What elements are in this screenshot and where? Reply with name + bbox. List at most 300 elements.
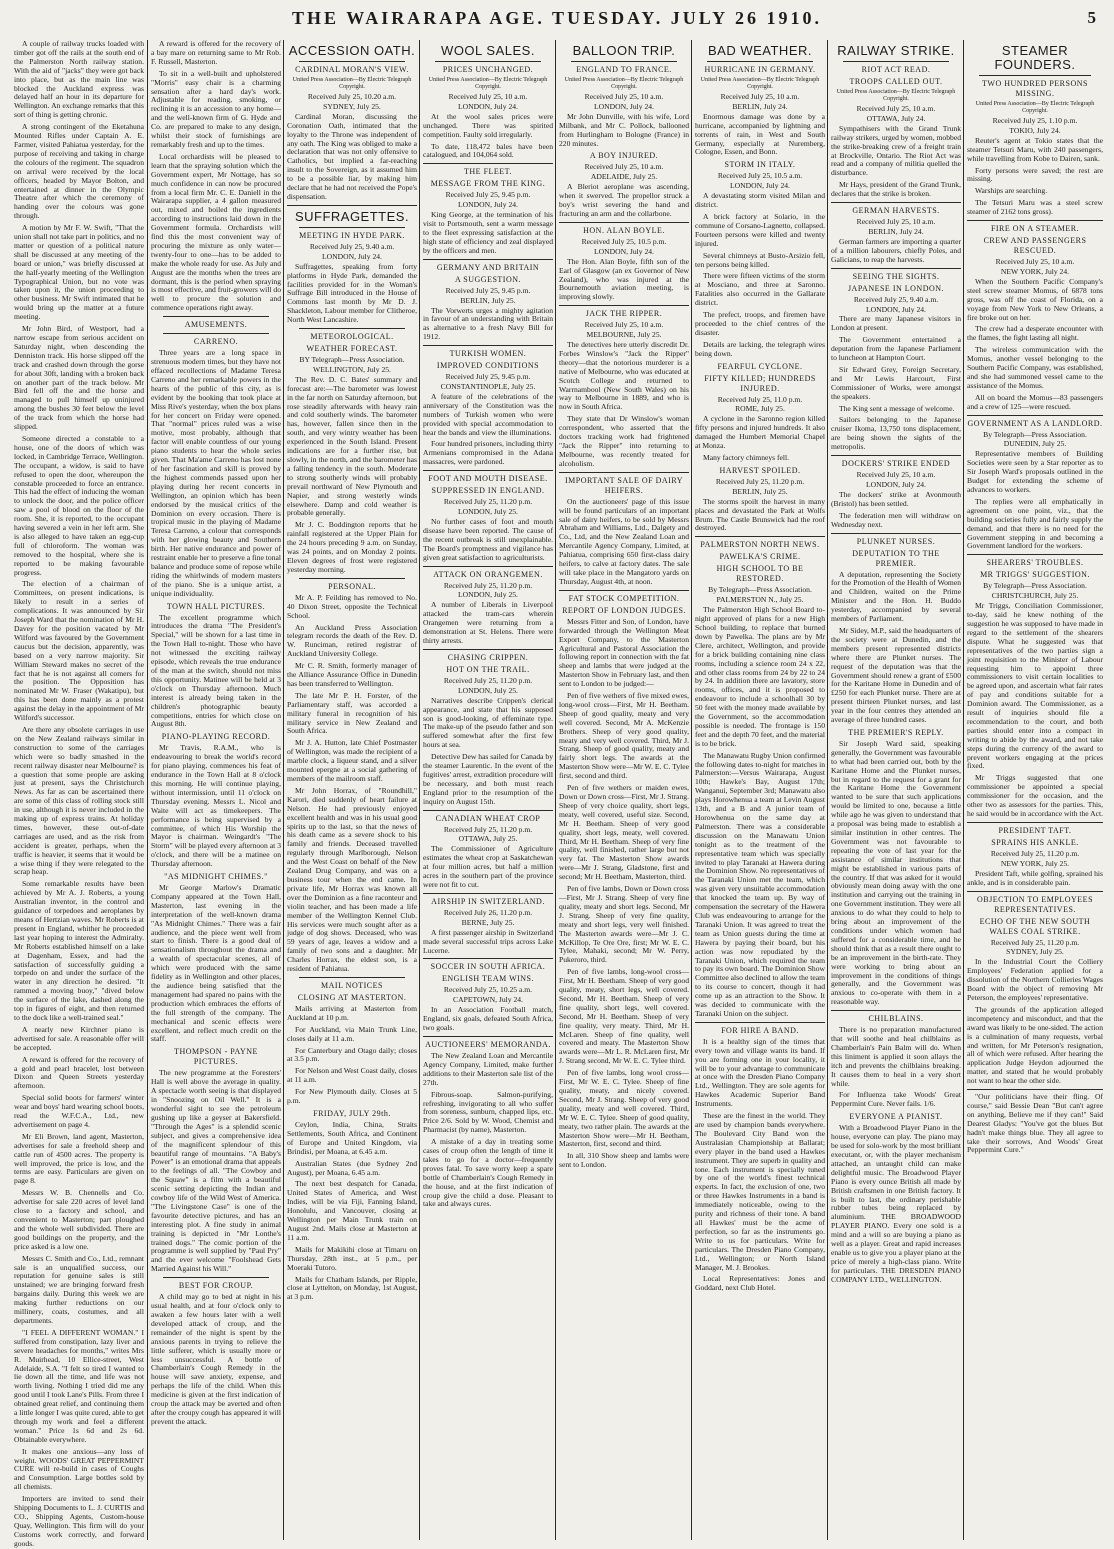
received-line: Received July 25, 10 a.m. bbox=[995, 257, 1075, 267]
article-subheading: A SUGGESTION. bbox=[454, 274, 522, 284]
paragraph: Mails for Makikihi close at Timaru on Thursday, 28th inst., at 5 p.m., per Moeraki Tutoro. bbox=[287, 1244, 417, 1272]
received-line: Received July 25, 10 a.m. bbox=[856, 217, 936, 227]
article-heading: THOMPSON - PAYNE PICTURES. bbox=[174, 1047, 258, 1067]
dateline: MELBOURNE, July 25. bbox=[586, 330, 662, 340]
paragraph: Pen of five lambs, Down or Down cross—First, Mr J. Strang. Sheep of very fine quality, meaty and short legs. Second, Mr J. Strang. Sheep of very fine quality, meaty and short legs, very well finished. The Masterton awards were—Mr J. C. McKillop, Te Ore Ore, first; Mr W. E. C. Tylee, Mahaki, second; Mr W. Perry, Pukeroro, third. bbox=[559, 884, 689, 965]
dateline: OTTAWA, July 24. bbox=[866, 113, 926, 123]
article-subheading: MEETING IN HYDE PARK. bbox=[299, 230, 405, 240]
divider bbox=[831, 533, 961, 534]
article-subheading: ATTACK ON ORANGEMEN. bbox=[433, 569, 543, 579]
divider bbox=[423, 649, 553, 650]
article-subheading: SUPPRESSED IN ENGLAND. bbox=[431, 486, 545, 496]
article-subheading: A BOY INJURED. bbox=[589, 151, 659, 161]
divider bbox=[423, 566, 553, 567]
paragraph: Pen of five wethers of five mixed ewes, long-wool cross—First, Mr H. Beetham. Sheep of good quality, meaty and very well covered. Second, Mr A. McKenzie Brothers. Sheep of very good quality, meaty and very well covered. Third, Mr J. Strang. Sheep of good quality, meaty and fairly short legs. The awards at the Masterton Show were—Mr W. E. C. Tylee first, second and third. bbox=[559, 691, 689, 781]
divider bbox=[287, 205, 417, 206]
paragraph: Mr George Marlow's Dramatic Company appeared at the Town Hall, Masterton, last evening in the interpretation of the well-known drama "As Midnight Chimes." There was a fair audience, and the piece went well from start to finish. There is a good deal of sensationalism throughout the drama and a wealth of spectacular scenes, all of which were produced with the same fidelity as in Wellington and other places, the audience being satisfied that the management had spared no pains with the production which embraces the efforts of the full strength of the company. The mechanical and scenic effects were excellent, and reflect much credit on the staff. bbox=[151, 883, 281, 1044]
divider bbox=[571, 61, 677, 62]
paragraph: Mr Triggs suggested that one commissioner be appointed a special commissioner for the occasion, and the other two as assessors for the parties. This, he said would be in accordance with the Act. bbox=[967, 773, 1104, 818]
column-rule bbox=[963, 40, 964, 1540]
advertisement-heading: FOR HIRE A BAND. bbox=[721, 1025, 799, 1035]
paragraph: In the Industrial Court the Colliery Employees' Federation applied for a dissolution of the Northern Collieries Wages Board with the object of removing Mr Peterson, the employees' representative. bbox=[967, 957, 1103, 1002]
paragraph: The Commissioner of Agriculture estimates the wheat crop at Saskatchewan at four million acres, but half a million acres in the southern part of the province were not fit to cut. bbox=[423, 844, 553, 889]
paragraph: A couple of railway trucks loaded with timber got off the rails at the south end of the Palmerston North railway station. With the aid of "jacks" they were got back into place, but as the main line was blocked the Auckland express was delayed half an hour in its departure for Wellington. An exchange remarks that this sort of thing is getting chronic. bbox=[14, 39, 144, 120]
article-subheading: SHEARERS' TROUBLES. bbox=[986, 558, 1084, 568]
paragraph: King George, at the termination of his visit to Portsmouth, sent a warm message to the fleet expressing satisfaction at the high state of efficiency and zeal displayed by the officers and men. bbox=[423, 210, 553, 255]
article-subheading: THE FLEET. bbox=[464, 167, 512, 177]
column-rule bbox=[419, 40, 420, 1540]
column-rule bbox=[283, 40, 284, 1540]
paragraph: Mr A. P. Feilding has removed to No. 40 Dixon Street, opposite the Technical School. bbox=[287, 592, 417, 620]
article-subheading: FIRE ON A STEAMER. bbox=[990, 224, 1080, 234]
byline: United Press Association—By Electric Telegraph Copyright. bbox=[428, 77, 548, 90]
paragraph: Many factory chimneys fell. bbox=[703, 453, 790, 462]
paragraph: German farmers are importing a quarter of a million labourers, chiefly Poles, and Galicians, to reap the harvests. bbox=[831, 236, 961, 264]
received-line: Received July 25, 11.20 p.m. bbox=[715, 476, 805, 486]
dateline: TOKIO, July 24. bbox=[1009, 125, 1061, 135]
divider bbox=[423, 163, 553, 164]
article-subheading: FRIDAY, JULY 29th. bbox=[313, 1109, 391, 1118]
paragraph: On the auctioneers' page of this issue will be found particulars of an important sale of dairy heifers, to be sold by Messrs Abraham and Williams, Ltd., Dalgety and Co., Ltd, and the New Zealand Loan and Mercantile Agency Company, Limited, at Pahiatua, comprising 650 first-class dairy heifers, to calve at factory dates. The sale will take place in the Mangatoro yards on Thursday, August 4th, at noon. bbox=[559, 496, 689, 586]
divider bbox=[707, 61, 813, 62]
divider bbox=[423, 810, 553, 811]
article-subheading: GOVERNMENT AS A LANDLORD. bbox=[967, 418, 1103, 428]
article-subheading: METEOROLOGICAL. bbox=[310, 332, 394, 342]
divider bbox=[423, 958, 553, 959]
paragraph: To date, 118,472 bales have been catalogued, and 104,064 sold. bbox=[423, 141, 553, 160]
paragraph: In an Association Football match, England, six goals, defeated South Africa, two goals. bbox=[423, 1005, 553, 1033]
article-subheading: SPRAINS HIS ANKLE. bbox=[991, 837, 1079, 847]
paragraph: The prefect, troops, and firemen have proceeded to the chief centres of the disaster. bbox=[695, 310, 825, 337]
article-subheading: JAPANESE IN LONDON. bbox=[847, 283, 945, 293]
divider bbox=[299, 61, 405, 62]
paragraph: Several chimneys at Busto-Arsizio fell, ten persons being killed. bbox=[695, 250, 825, 269]
received-line: Received July 26, 11.20 p.m. bbox=[443, 907, 533, 917]
article-subheading: AIRSHIP IN SWITZERLAND. bbox=[431, 896, 545, 906]
received-line: Received July 25, 9.45 p.m. bbox=[445, 372, 531, 382]
dateline: ADELAIDE, July 25. bbox=[590, 172, 658, 182]
article-subheading: ECHO OF THE NEW SOUTH WALES COAL STRIKE. bbox=[979, 916, 1091, 936]
dateline: LONDON, July 25. bbox=[458, 685, 518, 695]
article-subheading: WEATHER FORECAST. bbox=[306, 344, 398, 354]
divider bbox=[843, 61, 949, 62]
newspaper-columns bbox=[12, 39, 1106, 1548]
paragraph: "Our politicians have their fling. Of course," said Bessie Dean "But can't agree on anything, Believe me if they can!" Said Dearest Gladys: "You've got the blues But hadn't make things blue. They all agree to take their sorrows, And Woods' Great Peppermint Cure." bbox=[967, 1092, 1103, 1155]
received-line: Received July 25, 10 a.m. bbox=[584, 92, 664, 101]
dateline: SYDNEY, July 25. bbox=[1006, 947, 1064, 957]
paragraph: When the Southern Pacific Company's steel screw steamer Momus, of 6878 tons gross, was off the coast of Florida, on a voyage from New York to New Orleans, a fire broke out on her. bbox=[967, 276, 1103, 322]
article-subheading: HOT ON THE TRAIL. bbox=[446, 664, 530, 674]
divider bbox=[299, 328, 405, 329]
dateline: LONDON, July 24. bbox=[730, 181, 790, 191]
divider bbox=[831, 202, 961, 203]
paragraph: Pen of five wethers or maiden ewes, Down or Down cross—First, Mr J. Strang. Sheep of very choice quality, short legs, meaty, well covered, useful size. Second, Mr H. Beetham. Sheep of very good quality, short legs, meaty, well covered. Third, Mr H. Beetham. Sheep of very fine quality, well finished, rather large but not very fat. The Masterton Show awards were—Mr J. Strang, Gladstone, first and second; Mr H. Beetham, Masterton, third. bbox=[559, 783, 689, 882]
paragraph: The Rev. D. C. Bates' summary and forecast are:—The barometer was lowest in the far north on Saturday afternoon, but rose steadily afterwards with heavy rain and cold southerly winds. The barometer has, however, fallen since then in the south, and very wintry weather has been experienced in the South Island. Present indications are for a further rise, but slowly, in the north, and the barometer has a falling tendency in the south. Moderate to strong southerly winds will probably prevail northward of New Plymouth and Napier, and strong westerly winds elsewhere. Damp and cold weather is probable generally. bbox=[287, 374, 417, 518]
article-subheading: PRICES UNCHANGED. bbox=[442, 65, 534, 74]
dateline: LONDON, July 24. bbox=[458, 101, 518, 111]
paragraph: The new programme at the Foresters' Hall is well above the average in quality. A spectacle worth seeing is that displayed in "Snoozing on Oil Well." It is a wonderful sight to see the petroleum gushing up like a geyser at Bakersfield. "Through the Ages" is a splendid scenic subject, and gives a comprehensive idea of the magnificent splendour of this beautiful range of mountains. "A Baby's Power" is an emotional drama that appeals to the feelings of all. "The Cowboy and the Squaw" is a film with a beautiful scenic setting depicting the Indian and cowboy life of the Wild West of America. "The Livingstone Case" is one of the favourite detective pictures, and has an interesting plot. A fine study in animal training is depicted in "Mr Lonthe's trained dogs." The comic portion of the programme is well supplied by "Paul Pry" and the ever welcome "Foolshead Gets Married Against his Will." bbox=[151, 1068, 281, 1274]
divider bbox=[423, 470, 553, 471]
divider bbox=[831, 268, 961, 269]
paragraph: Local orchardists will be pleased to learn that the spraying solution which the Government expert, Mr Nottage, has so much confidence in can now be procured from a local firm Mr. C. E. Daniell in the Wairarapa supplier, a 4 gallon measured out, mixed and boiled the ingredients according to instructions laid down in the Government formula. Orchardists will find this the most convenient way of procuring the mixture as only water—twenty-four to one—has to be added to make the whole ready for use. As July and August are the months when the trees are dormant, this is the period when spraying is most effective, and fruit-growers will do well to procure the solution and commence operations right away. bbox=[151, 151, 281, 313]
paragraph: The next best despatch for Canada, United States of America, and West Indies, will be via Fiji, Fanning Island, Honolulu, and Vancouver, closing at Wellington per Main Trunk train on August 2nd. Mails close at Masterton at 11 a.m. bbox=[287, 1179, 417, 1242]
article-subheading: HON. ALAN BOYLE. bbox=[583, 225, 665, 235]
received-line: Received July 25, 9.40 a.m. bbox=[853, 294, 939, 304]
received-line: BY Telegraph—Press Association. bbox=[299, 355, 405, 365]
paragraph: For Canterbury and Otago daily; closes at 3.5 p.m. bbox=[287, 1045, 417, 1064]
paragraph: Mr Sidey, M.P., said the headquarters of the society were at Dunedin, and the members present represented districts where there are Plunket nurses. The request of the deputation was that the Government should renew a grant of £500 for the Karitane Home in Dunedin and of £250 for each Plunket nurse. There are at present thirteen Plunket nurses, and last year in the four centres they attended an average of three hundred cases. bbox=[831, 625, 961, 725]
divider bbox=[559, 590, 689, 591]
received-line: Received July 25, 10.5 p.m. bbox=[581, 236, 667, 246]
article-heading: PIANO-PLAYING RECORD. bbox=[161, 732, 271, 742]
dateline: DUNEDIN, July 25. bbox=[1003, 439, 1067, 449]
dateline: LONDON, July 24. bbox=[594, 246, 654, 256]
paragraph: An Auckland Press Association telegram records the death of the Rev. D. W. Runciman, retired registrar of Auckland University College. bbox=[287, 622, 417, 659]
dateline: BERNE, July 25. bbox=[461, 917, 515, 927]
received-line: By Telegraph—Press Association. bbox=[983, 429, 1087, 439]
dateline: CONSTANTINOPLE, July 25. bbox=[440, 382, 536, 392]
paragraph: Representative members of Building Societies were seen by a Star reporter as to Sir Joseph Ward's proposals outlined in the Budget for extending the scheme of advances to workers. bbox=[967, 449, 1103, 494]
divider bbox=[423, 893, 553, 894]
received-line: Received July 25, 10 a.m. bbox=[448, 92, 528, 101]
column-1 bbox=[14, 39, 144, 1548]
article-subheading: IMPORTANT SALE OF DAIRY HEIFERS. bbox=[564, 475, 684, 495]
paragraph: Mr John Dunville, with his wife, Lord Milbank, and Mr C. Pollock, ballooned from Hurlingham to Bologne (France) in 220 minutes. bbox=[559, 111, 689, 148]
article-subheading: JACK THE RIPPER. bbox=[585, 309, 663, 319]
divider bbox=[559, 472, 689, 473]
article-headline: BAD WEATHER. bbox=[708, 43, 812, 58]
paragraph: Mr Eli Brown, land agent, Masterton, advertises for sale a freehold sheep and cattle run of 4500 acres. The property is well improved, the price is low, and the terms are easy. Particulars are given on page 8. bbox=[14, 1131, 144, 1186]
received-line: Received July 25, 10 a.m. bbox=[856, 470, 936, 480]
byline: United Press Association—By Electric Telegraph Copyright. bbox=[700, 77, 820, 90]
received-line: Received July 25, 9.45 p.m. bbox=[445, 285, 531, 295]
article-subheading: SOCCER IN SOUTH AFRICA. bbox=[430, 962, 546, 972]
dateline: BERLIN, July 24. bbox=[868, 226, 924, 236]
paragraph: The Government entertained a deputation from the Japanese Parliament to luncheon at Hampton Court. bbox=[831, 335, 961, 363]
article-subheading: PAWELKA'S CRIME. bbox=[719, 552, 801, 562]
received-line: Received July 25, 11.0 p.m. bbox=[717, 394, 803, 404]
paragraph: The replies were all emphatically in agreement on one point, viz., that the building societies fully and fairly supply the demand, and that there is no need for the Government stepping in and becoming a Government landlord for the workers. bbox=[967, 496, 1103, 551]
newspaper-title: THE WAIRARAPA AGE. TUESDAY. JULY 26 1910. bbox=[292, 8, 822, 28]
divider bbox=[163, 1277, 269, 1278]
paragraph: Mr C. R. Smith, formerly manager of the Alliance Assurance Office in Dunedin has been transferred to Wellington. bbox=[287, 661, 417, 688]
paragraph: Reuter's agent at Tokio states that the steamer Tetsuri Maru, with 240 passengers, while travelling from Kobe to Dairen, sank. bbox=[967, 135, 1103, 163]
paragraph: The Vorwerts urges a mighty agitation in favour of an understanding with Britain as alternative to a fresh Navy Bill for 1912. bbox=[423, 305, 553, 342]
received-line: Received July 25, 11.20 p.m. bbox=[443, 675, 533, 685]
divider bbox=[967, 891, 1103, 892]
dateline: LONDON, July 24. bbox=[594, 101, 654, 111]
article-subheading: ENGLAND TO FRANCE. bbox=[576, 65, 672, 74]
received-line: Received July 25, 10 a.m. bbox=[584, 162, 664, 172]
dateline: BERLIN, July 25. bbox=[460, 295, 516, 305]
paragraph: The King sent a message of welcome. bbox=[839, 403, 955, 413]
paragraph: For Influenza take Woods' Great Peppermint Cure. Never fails. 1/6. bbox=[831, 1090, 961, 1109]
paragraph: The Hon. Alan Boyle, fifth son of the Earl of Glasgow (an ex Governor of New Zealand), who was injured at the Bournemouth aviation meeting, is improving slowly. bbox=[559, 256, 689, 302]
paragraph: A reward is offered for the recovery of a gold and pearl bracelet, lost between Dixon and Queen Streets yesterday afternoon. bbox=[14, 1054, 144, 1091]
paragraph: A reward is offered for the recovery of a bay mare on returning same to Mr Rob. F. Russell, Masterton. bbox=[151, 39, 281, 66]
column-rule bbox=[147, 40, 148, 1540]
article-subheading: HIGH SCHOOL TO BE RESTORED. bbox=[716, 564, 804, 584]
byline: United Press Association—By Electric Telegraph Copyright. bbox=[292, 77, 412, 90]
dateline: BERLIN, July 24. bbox=[732, 101, 788, 111]
paragraph: Fibrous-soap. Salmon-purifying, refreshing, invigorating to all who suffer from soreness, sunburn, chapped lips, etc. Price 2/6. Sold by W. Wood, Chemist and Pharmacist (by name), Masterton. bbox=[423, 1089, 553, 1135]
article-subheading: PLUNKET NURSES. bbox=[856, 536, 936, 546]
received-line: Received July 25, 11.20 p.m. bbox=[443, 580, 533, 590]
article-subheading: GERMANY AND BRITAIN bbox=[436, 262, 540, 272]
dateline: LONDON, July 24. bbox=[866, 480, 926, 489]
article-subheading: CHASING CRIPPEN. bbox=[447, 652, 529, 662]
paragraph: All on board the Momus—83 passengers and a crew of 125—were rescued. bbox=[967, 392, 1103, 411]
paragraph: The federation men will withdraw on Wednesday next. bbox=[831, 510, 961, 529]
received-line: By Telegraph—Press Association. bbox=[708, 585, 812, 595]
column-8 bbox=[967, 40, 1103, 1540]
paragraph: It makes one anxious—any loss of weight. WOODS' GREAT PEPPERMINT CURE will re-build in cases of Coughs and Consumption. Large bottles sold by all chemists. bbox=[14, 1446, 144, 1492]
divider bbox=[695, 536, 825, 537]
article-subheading: PALMERSTON NORTH NEWS. bbox=[700, 540, 820, 550]
article-subheading: HARVEST SPOILED. bbox=[719, 465, 801, 475]
article-headline: RAILWAY STRIKE. bbox=[837, 43, 955, 58]
paragraph: With a Broadwood Player Piano in the house, everyone can play. The piano may be used for solo-work by the most brilliant executant, or, with the player mechanism attached, an untaught child can make delightful music. The Broadwood Player Piano is every ounce British all made by British craftsmen in one British factory. It is built to last, the ordinary perishable rubber tubes being replaced by aluminium. THE BROADWOOD PLAYER PIANO. Every one sold is a mind and a will so are buying a piano as well as a player. Great and rapid increases enable us to give you a player piano at the price of merely a high-class piano. Write for particulars. THE DRESDEN PIANO COMPANY LTD., WELLINGTON. bbox=[831, 1123, 961, 1284]
divider bbox=[423, 345, 553, 346]
divider bbox=[967, 1089, 1103, 1090]
divider bbox=[299, 977, 405, 978]
article-subheading: THE PREMIER'S REPLY. bbox=[848, 727, 944, 737]
divider bbox=[559, 305, 689, 306]
dateline: LONDON, July 24. bbox=[866, 304, 926, 314]
article-subheading: CANADIAN WHEAT CROP bbox=[435, 813, 541, 823]
paragraph: A motion by Mr F. W. Swift, "That the union shall not take part in politics, and no matter or question of a political nature shall be discussed at any meeting of the board or union," was briefly discussed at the half-yearly meeting of the Wellington Typographical Union, but no vote was taken upon it, the union proceeding to other business. Mr Swift intimated that he would bring up the matter at a future meeting. bbox=[14, 223, 144, 322]
article-headline: WOOL SALES. bbox=[441, 43, 535, 58]
dateline: NEW YORK, July 24. bbox=[1000, 266, 1070, 276]
paragraph: Four hundred prisoners, including thirty Armenians compromised in the Adana massacres, were pardoned. bbox=[423, 439, 553, 467]
paragraph: President Taft, while golfing, sprained his ankle, and is in considerable pain. bbox=[967, 868, 1103, 887]
paragraph: A first passenger airship in Switzerland made several successful trips across Lake Lucerne. bbox=[423, 927, 553, 955]
dateline: CAPETOWN, July 24. bbox=[453, 995, 523, 1005]
paragraph: Someone directed a constable to a house, one of the doors of which was locked, in Cambridge Terrace, Wellington. The occupant, a widow, is said to have refused to open the door, whereupon the constable proceeded to force an entrance. This had the effect of inducing the woman to unlock the door, and the police officer saw a pool of blood on the floor of the room. She, it is reported, to the occupant having severed a vein in her left arm. She is also alleged to have taken an egg-cup full of chloroform. The woman was removed to the hospital, where she is reported to be making favourable progress. bbox=[14, 433, 144, 577]
paragraph: A number of Liberals in Liverpool attacked the tram-cars wherein Orangemen were returning from a demonstration at St. Helens. There were thirty arrests. bbox=[423, 600, 553, 645]
article-subheading: TROOPS CALLED OUT. bbox=[849, 77, 943, 86]
article-subheading: GERMAN HARVESTS. bbox=[852, 206, 940, 216]
divider bbox=[967, 822, 1103, 823]
paragraph: The excellent programme which introduces the drama "The President's Special," will be shown for a last time in the Town Hall to-night. Those who have not witnessed the exciting railway episode, which reveals the true endurance of the man at the switch, should not miss this opportunity. Matinee will be held at 3 o'clock on Thursday afternoon. Much interest is already being taken in the children's photographic beauty competitions, entries for which close on August 8th. bbox=[151, 612, 281, 729]
paragraph: A Bleriot aeroplane was ascending, when it swerved. The propellor struck a boy's wrist severing the hand and fracturing an arm and the collarbone. bbox=[559, 182, 689, 218]
paragraph: A strong contingent of the Eketahuna Mounted Rifles under Captain A. E. Farmer, visited Pahiatua yesterday, for the purpose of receiving and taking in charge the colours of the regiment. The squadron on arrival were received by the local officers, headed by Mayor Bolton, and entertained at dinner in the Olympic Theatre after which the ceremony of handing over the colours was gone through. bbox=[14, 122, 144, 221]
paragraph: Pen of five lambs, long-wool cross—First, Mr H. Beetham. Sheep of very good quality, meaty, short legs, well covered. Second, Mr H. Beetham. Sheep of very fine quality, short legs, well covered. Second, Mr H. Beetham. Sheep of very fine quality, very meaty. Third, Mr H. McLaren. Sheep of fine quality, well covered and meaty. The Masterton Show awards were—Mr L. R. McLaren first, Mr J. Strang second, Mr W. E. C. Tylee third. bbox=[559, 967, 689, 1066]
paragraph: There were fifteen victims of the storm at Mosciano, and three at Saronno. Fatalities also occurred in the Gallarate district. bbox=[695, 271, 825, 308]
paragraph: A deputation, representing the Society for the Promotion of the Health of Women and Children, waited on the Prime Minister and the Hon. H. Buddo yesterday, accompanied by several members of Parliament. bbox=[831, 569, 961, 624]
article-heading: TOWN HALL PICTURES. bbox=[166, 601, 266, 611]
paragraph: The election of a chairman of Committees, on present indications, is likely to result in a series of complications. It was announced by Sir Joseph Ward that the nomination of Mr H. Davey for the position vacated by Mr Wilford was favoured by the Government caucus but the decision, apparently, was based on a very narrow majority. Sir William Steward makes no secret of the fact that he is not against all comers for the position. The Opposition has nominated Mr W. Fraser (Wakatipu), but this has been done mainly as a protest against the delay in the appointment of Mr Wilford's successor. bbox=[14, 579, 144, 723]
paragraph: Messrs C. Smith and Co., Ltd., remnant sale is an unqualified success, our reputation for genuine sales is still unstained; we are bringing forward fresh bargains daily. During this week we are making further reductions on our millinery, coats, costumes, and all departments. bbox=[14, 1253, 144, 1325]
paragraph: The dockers' strike at Avonmouth (Bristol) has been settled. bbox=[831, 489, 961, 508]
article-subheading: CARDINAL MORAN'S VIEW. bbox=[295, 65, 409, 74]
dateline: ROME, July 25. bbox=[735, 404, 785, 414]
article-subheading: SEEING THE SIGHTS. bbox=[852, 271, 940, 281]
byline: United Press Association—By Electric Telegraph Copyright. bbox=[836, 89, 956, 102]
column-6 bbox=[695, 40, 825, 1540]
divider bbox=[163, 333, 269, 334]
received-line: Received July 25, 10 a.m. bbox=[584, 320, 664, 330]
paragraph: Mr J. A. Hutton, late Chief Postmaster of Wellington, was made the recipient of a marble clock, a liqueur stand, and a silver mounted epergne at a social gathering of members of the mailroom staff. bbox=[287, 738, 417, 783]
paragraph: "I FEEL A DIFFERENT WOMAN." I suffered from constipation, lazy liver and severe headaches for months," writes Mrs R. Muirhead, 10 Ellice-street, West Adelaide, S.A. "I felt so tired I wanted to lie down all the time, and life was not worth living. Nothing I tried did me any good until I took Lane's Pills. From three I obtained great relief, and continuing them a little longer I was quite cured, able to get through my work and feel a different woman." Price 1s 6d and 2s 6d. Obtainable everywhere. bbox=[14, 1327, 144, 1444]
paragraph: Are there any obsolete carriages in use on the New Zealand railways similar in construction to some of the carriages which were so badly smashed in the recent railway disaster near Melbourne? is a question that some people are asking just at present, says the Christchurch News. As far as can be ascertained there are some of this class of rolling stock still in use, although it is never included in the making up of express trains. At holiday times, however, these out-of-date carriages are used, and as the risk from accident is greater, perhaps, when the traffic is heavier, it seems that it would be a wise thing if they were relegated to the scrap heap. bbox=[14, 724, 144, 877]
paragraph: Narratives describe Crippen's clerical appearance, and state that his supposed son is good-looking, of effeminate type. The make-up of the pseudo father and son suffered somewhat after the first few hours at sea. bbox=[423, 695, 553, 750]
article-subheading: IMPROVED CONDITIONS bbox=[436, 361, 540, 371]
article-subheading: TWO HUNDRED PERSONS MISSING. bbox=[982, 79, 1088, 98]
paragraph: The grounds of the application alleged incompetency and misconduct, and that the award was likely to be one-sided. The action is a culmination of many requests, verbal and written, for Mr Peterson's resignation, all of which were refused. After hearing the application Judge Heydon adjourned the matter, and stated that he would probably not want to hear the other side. bbox=[967, 1004, 1103, 1086]
paragraph: Sir Edward Grey, Foreign Secretary, and Mr Lewis Harcourt, First Commissioner of Works, were amongst the speakers. bbox=[831, 364, 961, 401]
received-line: Received July 25, 11.20 p.m. bbox=[990, 848, 1080, 858]
article-subheading: REPORT OF LONDON JUDGES. bbox=[562, 605, 686, 615]
paragraph: The Manawatu Rugby Union confirmed the following dates to-night for matches in Palmerston:—Versus Wairarapa, August 10th; Hawke's Bay, August 17th; Wanganui, September 3rd; Manawatu also plays Horowhenua a team at Levin August 13th, and a B and A junior team of Horowhenua on the same day at Palmerston. There was a considerable discussion on the Manawatu Union tonight as to the treatment of the representative team which was specially invited to play Taranaki at Hawera during the Dominion Show. No representatives of the Taranaki Union met the team, which was given very unsuitable accommodation that knocked the team up. By way of compensation the secretary of the Hawera Club was endeavouring to arrange for the Taranaki Union. It was agreed to treat the team as Union guests during the time at Hawera by paying their board, but his action was now repudiated by the Taranaki Union, which required the team to pay its own board. The Dominion Show Committee also declined to allow the team to its course to concert, though it had come up as an attraction to the Show. It was decided to communicate with the Taranaki Union on the subject. bbox=[695, 750, 825, 1018]
article-headline: STEAMER FOUNDERS. bbox=[994, 43, 1076, 72]
paragraph: There are many Japanese visitors in London at present. bbox=[831, 314, 961, 333]
article-headline: BALLOON TRIP. bbox=[572, 43, 676, 58]
byline: United Press Association—By Electric Telegraph Copyright. bbox=[975, 101, 1095, 114]
paragraph: Mr John Horrax, of "Roundhill," Karori, died suddenly of heart failure at Nelson. He had previously enjoyed excellent health and was in his usual good spirits up to the last, so that the news of his death came as a severe shock to his family and friends. Deceased travelled regularly through Marlborough, Nelson and the West Coast on behalf of the New Zealand Drug Company, and was on a business tour when the end came. In private life, Mr Horrax was known all over the Dominion as a fine raconteur and violin teacher, and has been made a life member of the Wellington Kennel Club. His services were much sought after as a judge of dog shows. Deceased, who was 59 years of age, leaves a widow and a family of two sons and a daughter. Mr Charles Horrax, the eldest son, is a resident of Pahiatua. bbox=[287, 785, 417, 974]
masthead bbox=[0, 0, 1114, 36]
paragraph: A cyclone in the Saronno region killed fifty persons and injured hundreds. It also damaged the Humbert Memorial Chapel at Monza. bbox=[695, 414, 825, 451]
received-line: Received July 25, 10 a.m. bbox=[856, 104, 936, 113]
divider bbox=[423, 259, 553, 260]
paragraph: The Tetsuri Maru was a steel screw steamer of 2162 tons gross). bbox=[967, 198, 1103, 217]
paragraph: To sit in a well-built and upholstered "Morris" easy chair is a charming sensation after a hard day's work. Adjustable for reading, smoking, or reclining it is an accession to any home—and the well-known firm of G. Hyde and Co. are prepared to make to any design, whilst their stock of furnishings are remarkably fresh and up to the times. bbox=[151, 68, 281, 149]
paragraph: The Palmerston High School Board to-night approved of plans for a new High School building, to replace that burned down by Pawelka. The plans are by Mr Clere, architect, Wellington, and provide for a brick building containing nine class rooms, including a science room 24 x 22, and other class rooms from 24 by 22 to 24 by 24. In addition there are lavatory, store rooms, offices, and it is proposed to endeavour to include a schoolhall 30 by 50 feet with the money made available by the Government, so the accommodation possible is needed. The frontage is 150 feet and the depth 70 feet, and the material is to be brick. bbox=[695, 605, 825, 748]
paragraph: The late Mr P. H. Forster, of the Parliamentary staff, was accorded a military funeral in recognition of his military service in New Zealand and South Africa. bbox=[287, 690, 417, 736]
paragraph: Warships are searching. bbox=[975, 186, 1048, 196]
paragraph: It is a healthy sign of the times that every town and village wants its band. If you are forming one in your locality, it will be to your advantage to communicate at once with the Dresden Piano Company Ltd., Wellington. They are sole agents for Hawkes Academic Superior Band Instruments. bbox=[695, 1036, 825, 1109]
paragraph: The crew had a desperate encounter with the flames, the fight lasting all night. bbox=[967, 324, 1103, 343]
article-subheading: MAIL NOTICES bbox=[321, 980, 383, 990]
article-subheading: PRESIDENT TAFT. bbox=[998, 825, 1072, 835]
paragraph: A child may go to bed at night in his usual health, and at four o'clock only to awaken a few hours later with a well developed attack of croup, and the remainder of the night is spent by the anxious parents in trying to relieve the little sufferer, which is usually more or less unsuccessful. A bottle of Chamberlain's Cough Remedy in the house will save anxiety, expense, and perhaps the life of the child. When this medicine is given at the first indication of croup the attack may be averted and often after the croupy cough has appeared it will prevent the attack. bbox=[151, 1292, 281, 1426]
divider bbox=[695, 1022, 825, 1023]
article-subheading: AUCTIONEERS' MEMORANDA. bbox=[425, 1039, 551, 1049]
article-subheading: HURRICANE IN GERMANY. bbox=[704, 65, 816, 74]
article-heading: CARRENO. bbox=[193, 337, 239, 347]
dateline: SYDNEY, July 25. bbox=[323, 101, 381, 111]
article-subheading: CLOSING AT MASTERTON. bbox=[297, 992, 407, 1002]
article-subheading: RIOT ACT READ. bbox=[861, 65, 931, 74]
byline: United Press Association—By Electric Telegraph Copyright. bbox=[564, 77, 684, 90]
paragraph: Suffragettes, speaking from forty platforms in Hyde Park, demanded the facilities provided for in the Woman's Suffrage Bill introduced in the House of Commons last month by Mr D. J. Shackleton, Labour member for Clitheroe, North West Lancashire. bbox=[287, 261, 417, 325]
divider bbox=[299, 578, 405, 579]
paragraph: They state that Dr Winslow's woman correspondent, who asserted that the doctors tracking work had frightened "Jack the Ripper" into returning to Melbourne, was recently treated for alcoholism. bbox=[559, 414, 689, 468]
dateline: OTTAWA, July 25. bbox=[458, 834, 518, 844]
paragraph: Mr Triggs, Conciliation Commissioner, to-day, said he knew nothing of the suggestion he was supposed to have made in regard to the settlement of the shearers dispute. What he suggested was that representatives of the two parties sign a joint requisition to the Minister of Labour requesting him to appoint three commissioners to visit certain localities to be agreed upon, and ascertain what fair rates of pay and conditions suitable for a Dominion award. The Commissioner, as a result of inquiries should file a recommendation to the court, and both parties should enter into a compact in writing to abide by the award, and not take steps during the currency of the award to prevent workers engaging at the prices fixed. bbox=[967, 601, 1103, 771]
article-subheading: PERSONAL. bbox=[328, 581, 376, 591]
paragraph: A nearly new Kirchner piano is advertised for sale. A reasonable offer will be accepted. bbox=[14, 1024, 144, 1052]
paragraph: Enormous damage was done by a hurricane, accompanied by lightning and torrents of rain, in West and South Germany, especially at Nuremberg, Cologne, Essen, and Bonn. bbox=[695, 111, 825, 157]
paragraph: The detectives here utterly discredit Dr. Forbes Winslow's "Jack the Ripper" theory—that the notorious murderer is a native of Melbourne, who was educated at Scotch College and returned to Warrnambool (New South Wales) on his way to Melbourne in 1889, and who is now in South Africa. bbox=[559, 340, 689, 412]
received-line: Received July 25, 10.20 a.m. bbox=[307, 92, 397, 101]
paragraph: Local Representatives: Jones and Goddard, next Club Hotel. bbox=[695, 1274, 825, 1293]
advertisement-heading: EVERYONE A PIANIST. bbox=[849, 1112, 943, 1122]
article-subheading: FIFTY KILLED; HUNDREDS INJURED. bbox=[704, 373, 816, 393]
article-subheading: ENGLISH TEAM WINS. bbox=[441, 974, 535, 984]
paragraph: Detective Dew has sailed for Canada by the steamer Laurentic. In the event of the fugitives' arrest, extradition procedure will be necessary, and both must reach England prior to the resumption of the inquiry on August 15th. bbox=[423, 752, 553, 806]
dateline: LONDON, July 24. bbox=[322, 251, 382, 261]
paragraph: Details are lacking, the telegraph wires being down. bbox=[695, 339, 825, 358]
paragraph: Sailors belonging to the Japanese cruiser Ikoma, 13,750 tons displacement, are being shown the sights of the metropolis. bbox=[831, 415, 961, 452]
received-line: Received July 25, 9.40 a.m. bbox=[309, 241, 395, 251]
page-number: 5 bbox=[1087, 8, 1096, 27]
paragraph: Messrs W. B. Chennells and Co. advertise for sale 220 acres of level land close to a factory and school, and convenient to Masterton; part ploughed and the whole well subdivided. There are good buildings on the property, and the price asked is a low one. bbox=[14, 1188, 144, 1251]
paragraph: Messrs Fitter and Son, of London, have forwarded through the Wellington Meat Export Company, to the Masterton Agricultural and Pastoral Association the following report in connection with the fat sheep and lambs that were judged at the Masterton Show in February last, and then sent to London to be judged:— bbox=[559, 616, 689, 689]
divider bbox=[979, 75, 1091, 76]
article-subheading: STORM IN ITALY. bbox=[724, 160, 796, 170]
column-3 bbox=[287, 40, 417, 1540]
paragraph: At the wool sales prices were unchanged. There was spirited competition. Faulty sold irregularly. bbox=[423, 111, 553, 139]
article-subheading: FAT STOCK COMPETITION. bbox=[568, 593, 680, 603]
paragraph: There is no preparation manufactured that will soothe and heal chilblains as Chamberlain's Pain Balm will do. When this liniment is applied it soon allays the itch and prevents the chilblains breaking. It causes them to heal in a very short while. bbox=[831, 1025, 961, 1088]
article-subheading: CREW AND PASSENGERS RESCUED. bbox=[983, 236, 1087, 256]
divider bbox=[967, 554, 1103, 555]
paragraph: Sir Joseph Ward said, speaking generally, the Government was favourable to what had been carried out, both by the Karitane Home and the Plunket nurses, but in regard to the request for a grant for the Karitane Home the Government wanted to be sure that such applications would be limited to one, because a little while ago he was given to understand that a proposal was being made to establish a similar institution in other centres. The Government was not favourable to repeating the vote of last year for the assistance of similar institutions that might be established in various parts of the country. If that was asked for it would obviously mean doing away with the one institution and carrying out the training in one Government institution. They were all anxious to do what they could to help to bring about an improvement of the conditions under which women had suffered for a considerable time, and he should think that as a result there ought to be an improvement in the birth-rate. They were working to bring about an improvement in the conditions of things generally, and the Government was anxious to co-operate with them in a reasonable way. bbox=[831, 738, 961, 1007]
paragraph: The storms spoilt the harvest in many places and devastated the Park at Wolfs Brum. The Castle Brunswick had the roof destroyed. bbox=[695, 496, 825, 533]
article-heading: BEST FOR CROUP. bbox=[178, 1281, 254, 1291]
column-rule bbox=[827, 40, 828, 1540]
column-5 bbox=[559, 40, 689, 1540]
article-subheading: DOCKERS' STRIKE ENDED bbox=[841, 459, 951, 469]
advertisement-heading: CHILBLAINS. bbox=[868, 1014, 924, 1024]
section-heading: AMUSEMENTS. bbox=[184, 320, 248, 330]
paragraph: Pen of five lambs, long wool cross—First, Mr W. E. C. Tylee. Sheep of fine quality, meaty, and nicely covered. Second, Mr J. Strang. Sheep of very good quality, meaty and well covered. Third, Mr W. E. C. Tylee. Sheep of good quality, meaty, two rather plain. The awards at the Masterton Show were—Mr H. Beetham, Masterton, first, second and third. bbox=[559, 1068, 689, 1149]
dateline: CHRISTCHURCH, July 25. bbox=[991, 591, 1079, 601]
received-line: Received July 25, 10 a.m. bbox=[720, 92, 800, 101]
paragraph: Mr John Bird, of Westport, had a narrow escape from serious accident on Saturday night, when descending the Denniston track. His horse slipped off the track and crashed down through the gorse for about 30ft, landing with a broken back on another part of the track below. Mr Bird fell off the and the horse and managed to pull himself up uninjured among the bushes 30 feet below the level of the track from which the horse had slipped. bbox=[14, 324, 144, 432]
column-4 bbox=[423, 40, 553, 1540]
dateline: WELLINGTON, July 25. bbox=[313, 364, 391, 374]
received-line: By Telegraph—Press Association. bbox=[983, 581, 1087, 591]
divider bbox=[831, 1010, 961, 1011]
divider bbox=[831, 455, 961, 456]
divider bbox=[299, 227, 405, 228]
received-line: Received July 25, 11.20 p.m. bbox=[443, 824, 533, 834]
article-headline: SUFFRAGETTES. bbox=[294, 208, 410, 224]
article-subheading: OBJECTION TO EMPLOYEES REPRESENTATIVES. bbox=[976, 894, 1094, 914]
dateline: PALMERSTON N., July 25. bbox=[716, 595, 804, 605]
column-rule bbox=[691, 40, 692, 1540]
paragraph: For New Plymouth daily. Closes at 5 p.m. bbox=[287, 1087, 417, 1106]
paragraph: The New Zealand Loan and Mercantile Agency Company, Limited, make further additions to their Masterton sale list of the 27th. bbox=[423, 1050, 553, 1087]
paragraph: No further cases of foot and mouth disease have been reported. The cause of the recent outbreak is still unexplainable. The Board's promptness and vigilance has given great satisfaction to agriculturists. bbox=[423, 517, 553, 562]
dateline: LONDON, July 25. bbox=[458, 590, 518, 600]
paragraph: Mr Hays, president of the Grand Trunk, declares that the strike is broken. bbox=[831, 180, 961, 199]
column-rule bbox=[555, 40, 556, 1540]
divider bbox=[967, 415, 1103, 416]
divider bbox=[163, 316, 269, 317]
paragraph: Sympathisers with the Grand Trunk railway strikers, urged by women, mobbed the strike-breaking crew of a freight train at Brockville, Ontario. The Riot Act was read and a company of militia quelled the disturbance. bbox=[831, 123, 961, 178]
paragraph: A feature of the celebrations of the anniversary of the Constitution was the numbers of Turkish women who were provided with special accommodation to hear the bands and view the illuminations. bbox=[423, 391, 553, 437]
divider bbox=[435, 61, 541, 62]
paragraph: For Auckland, via Main Trunk Line, closes daily at 11 a.m. bbox=[287, 1024, 417, 1043]
article-heading: "AS MIDNIGHT CHIMES." bbox=[164, 872, 268, 882]
paragraph: Three years are a long space in strenuous modern times, but they have not effaced recollections of Madame Teresa Carreno and her remarkable powers in the hearts of the public of this city, as is evident by the booking that took place at Miss Rive's yesterday, when the box plans for her concert on Friday were opened. That "normal" prices ruled was a wise motive, most probably, although that factor will enable countless of our young piano students to hear the whole series given. That Ma'ame Carreno has lost none of her fascination and skill is proved by the highest commends passed upon her playing during her recent concerts in Wellington, an opinion which has been endorsed by the musical critics of the Dominion on every occasion. There is tropical music in the playing of Madame Teresa Carreno, a colour that corresponds with her glowing beauty and Southern birth. Her native endurance and power of restraint enable her to preserve a fine tonal balance and produce some of repose while riding the whirlwinds of modern masters of the piano. She is a unique artist, a unique individuality. bbox=[151, 348, 281, 598]
paragraph: Mr Travis, R.A.M., who is endeavouring to break the world's record for piano playing, commences his feat of endurance in the Town Hall at 8 o'clock this morning. He will continue playing, without intermission, until 11 o'clock on Thursday evening. Messrs L. Nicol and Waite will act as timekeepers. The performance is being supervised by a committee, of which His Worship the Mayor is chairman. Weingardt's "The Storm" will be played every afternoon at 3 o'clock, and there will be a matinee on Thursday afternoon. bbox=[151, 743, 281, 869]
paragraph: A devastating storm visited Milan and district. bbox=[695, 191, 825, 210]
divider bbox=[967, 220, 1103, 221]
received-line: Received July 25, 10.25 a.m. bbox=[443, 985, 533, 995]
paragraph: Importers are invited to send their Shipping Documents to L. J. CURTIS and CO., Shipping Agents, Custom-house Quay, Wellington. This firm will do your Customs work correctly, and forward goods. bbox=[14, 1494, 144, 1548]
column-2 bbox=[151, 40, 281, 1540]
paragraph: Mr J. C. Boddington reports that he rainfall registered at the Upper Plain for the 24 hours preceding 9 a.m. on Sunday, was 24 points, and on Monday 2 points. Eleven degrees of frost were registered yesterday morning. bbox=[287, 520, 417, 574]
paragraph: Mails arriving at Masterton from Auckland at 10 p.m. bbox=[287, 1003, 417, 1022]
paragraph: Special solid boots for farmers' winter wear and boys' hard wearing school boots, read the W.F.C.A., Ltd., new advertisement on page 4. bbox=[14, 1093, 144, 1129]
received-line: Received July 25, 11.20 p.m. bbox=[990, 937, 1080, 947]
paragraph: Ceylon, India, China, Straits Settlements, South Africa, and Continent of Europe and United Kingdom, via Brindisi, per Moana, at 6.45 a.m. bbox=[287, 1120, 417, 1156]
dateline: LONDON, July 24. bbox=[458, 200, 518, 210]
